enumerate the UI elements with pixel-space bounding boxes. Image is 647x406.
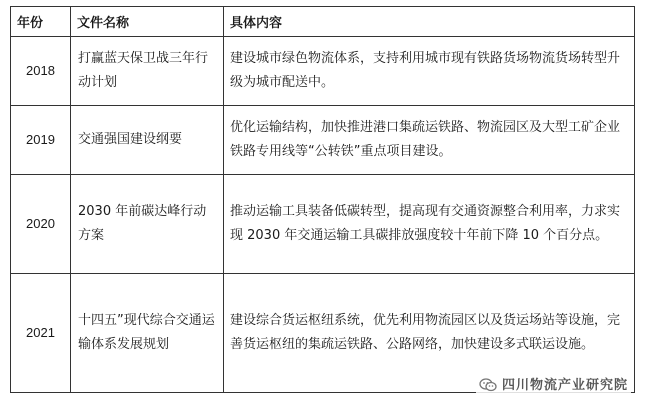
document-name-cell: 打赢蓝天保卫战三年行动计划: [71, 37, 224, 106]
document-name-cell: 交通强国建设纲要: [71, 106, 224, 175]
document-name-cell: 2030 年前碳达峰行动方案: [71, 175, 224, 274]
year-cell: 2021: [11, 274, 71, 393]
wechat-icon: [479, 377, 497, 391]
header-content: 具体内容: [224, 7, 635, 37]
table-header-row: [11, 7, 635, 37]
year-cell: 2020: [11, 175, 71, 274]
watermark-text: 四川物流产业研究院: [501, 378, 628, 393]
table-row: [11, 37, 635, 106]
table-row: [11, 106, 635, 175]
policy-table: [10, 6, 635, 393]
content-cell: 推动运输工具装备低碳转型，提高现有交通资源整合利用率，力求实现 2030 年交通运输工具碳排放强度较十年前下降 10 个百分点。: [224, 175, 635, 274]
table-row: [11, 175, 635, 274]
document-name-cell: 十四五”现代综合交通运输体系发展规划: [71, 274, 224, 393]
header-year: 年份: [11, 7, 71, 37]
content-cell: 建设城市绿色物流体系，支持利用城市现有铁路货场物流货场转型升级为城市配送中。: [224, 37, 635, 106]
content-cell: 建设综合货运枢纽系统，优先利用物流园区以及货运场站等设施，完善货运枢纽的集疏运铁路、公路网络，加快建设多式联运设施。: [224, 274, 635, 393]
year-cell: 2018: [11, 37, 71, 106]
header-name: 文件名称: [71, 7, 224, 37]
watermark: [476, 373, 631, 394]
content-cell: 优化运输结构，加快推进港口集疏运铁路、物流园区及大型工矿企业铁路专用线等“公转铁”重点项目建设。: [224, 106, 635, 175]
year-cell: 2019: [11, 106, 71, 175]
